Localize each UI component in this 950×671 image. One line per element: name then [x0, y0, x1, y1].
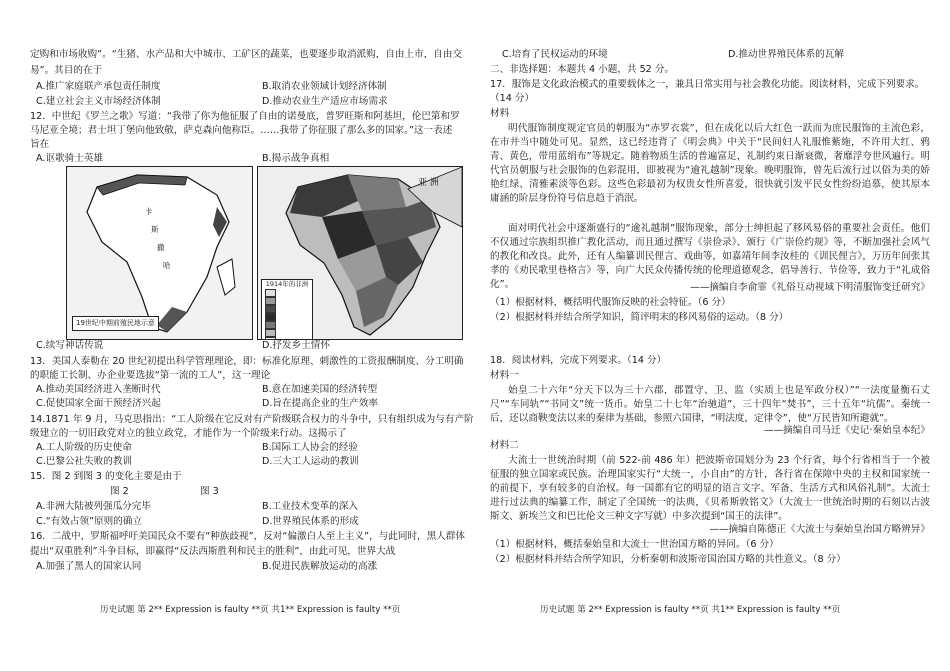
q16-option-c[interactable]: C.培育了民权运动的环境	[502, 49, 608, 60]
map3-asia-label: 亚 洲	[418, 178, 439, 188]
q16-option-b[interactable]: B.促进民族解放运动的高涨	[262, 561, 378, 572]
legend-swatch	[265, 305, 276, 313]
q17-text-line-1: 17．服饰是文化政治模式的重要载体之一，兼具日常实用与社会教化功能。阅读材料，完成下列要求。	[490, 79, 925, 90]
q11-text-line-2: 易”。其目的在于	[30, 65, 103, 76]
map2-label-4: 哈	[163, 261, 171, 270]
q16-text-line-2: 提出“双重胜利”斗争目标，即赢得“反法西斯胜利和民主的胜利”，由此可见，世界大战	[30, 546, 396, 557]
q13-option-b[interactable]: B.意在加速美国的经济转型	[262, 384, 378, 395]
legend-row	[262, 321, 312, 329]
q13-option-d[interactable]: D.旨在提高企业的生产效率	[262, 398, 378, 409]
q18-requirement-1: （1）根据材料，概括秦始皇和大流士一世治国方略的异同。（6 分）	[490, 539, 779, 550]
legend-row	[262, 313, 312, 321]
q13-text-line-2: 的职能工长制、办企业要选拔“第一流的工人”，这一理论	[30, 370, 271, 381]
q12-option-c[interactable]: C.续写神话传说	[36, 340, 104, 351]
q17-text-line-2: （14 分）	[490, 93, 535, 104]
q15-option-c[interactable]: C.“有效占领”原则的确立	[36, 516, 143, 527]
q12-text-line-3: 旨在	[30, 139, 50, 150]
legend-swatch	[265, 321, 276, 329]
map-figure-3	[257, 166, 463, 340]
q12-option-d[interactable]: D.抒发乡土情怀	[262, 340, 330, 351]
q18-material-2-label: 材料二	[490, 440, 519, 451]
section-2-heading: 二、非选择题：本题共 4 小题，共 52 分。	[490, 64, 675, 75]
q16-option-a[interactable]: A.加强了黑人的国家认同	[36, 561, 142, 572]
map2-title-box: 19世纪中期前殖民地示意	[72, 316, 159, 331]
q18-source-2: ——摘编自陈德正《大流士与秦始皇治国方略辨异》	[709, 524, 930, 535]
q17-material-label: 材料	[490, 108, 510, 119]
q11-option-a[interactable]: A.推广家庭联产承包责任制度	[36, 81, 161, 92]
left-page-footer: 历史试题 第 2** Expression is faulty **页 共1** Expression is faulty **页	[100, 605, 401, 615]
q11-option-d[interactable]: D.推动农业生产适应市场需求	[262, 96, 388, 107]
q15-option-d[interactable]: D.世界殖民体系的形成	[262, 516, 359, 527]
q12-text-line-1: 12．中世纪《罗兰之歌》写道：“我带了你为他征服了自由的诺曼底，普罗旺斯和阿基坦，伦巴第和罗	[30, 111, 460, 122]
map-figure-2	[66, 166, 253, 340]
q12-text-line-2: 马尼亚全境；君士坦丁堡向他致敬，萨克森向他称臣。……我带了你征服了那么多的国家。”这一表述	[30, 125, 453, 136]
africa-map-19th-century	[67, 167, 252, 339]
q18-text: 18．阅读材料，完成下列要求。（14 分）	[490, 355, 667, 366]
q17-material-paragraph-2: 面对明代社会中逐渐盛行的“逾礼越制”服饰现象，部分士绅担起了移风易俗的重要社会责任。他们不仅通过宗族组织推广教化活动，而且通过撰写《崇俭录》、颁行《广崇俭约规》等，不断加强社会风气的教化和改良。此外，还有人编纂训民俚言、戏曲等，如嘉靖年间李汝桂的《训民俚言》，万历年间张其孝的《劝民歌里巷格言》等，向广大民众传播传统的伦理道德观念，倡导善行、节俭等，致力于“礼成俗化”。	[490, 223, 930, 290]
map3-legend-swatches	[262, 289, 312, 340]
map3-legend	[261, 279, 313, 340]
q14-option-d[interactable]: D.三大工人运动的教训	[262, 456, 359, 467]
figure-2-caption: 图 2	[110, 486, 129, 497]
map2-label-1: 卡	[145, 207, 153, 216]
q14-text-line-2: 级建立的一切旧政党对立的独立政党，才能作为一个阶级来行动。这揭示了	[30, 428, 347, 439]
q13-text-line-1: 13．美国人泰勒在 20 世纪初提出科学管理理论，即：标准化原理、刺激性的工资报酬制度、分工明确	[30, 356, 464, 367]
legend-swatch	[265, 329, 276, 337]
map2-label-2: 斯	[151, 225, 159, 234]
q18-source-1: ——摘编自司马迁《史记·秦始皇本纪》	[763, 425, 930, 436]
legend-swatch	[265, 297, 276, 305]
q13-option-c[interactable]: C.促使国家全面干预经济兴起	[36, 398, 161, 409]
q12-option-a[interactable]: A.讴歌骑士英雄	[36, 153, 104, 164]
q18-material-1: 始皇二十六年“分天下以为三十六郡，郡置守、卫、监（实质上也是军政分权）”“一法度量衡石丈尺”“车同轨”“书同文”统一货币。始皇二十七年“治驰道”，三十四年“焚书”，三十五年“坑儒”。秦统一后，还以商鞅变法以来的秦律为基础，参照六国律，“明法度，定律令”，使“万民皆知所避就”。	[490, 385, 930, 424]
figure-3-caption: 图 3	[200, 486, 219, 497]
legend-swatch	[265, 313, 276, 321]
q15-option-a[interactable]: A.非洲大陆被列强瓜分完毕	[36, 501, 151, 512]
q18-requirement-2: （2）根据材料并结合所学知识，分析秦朝和波斯帝国治国方略的共性意义。（8 分）	[490, 554, 846, 565]
q14-option-c[interactable]: C.巴黎公社失败的教训	[36, 456, 133, 467]
q11-option-b[interactable]: B.取消农业领域计划经济体制	[262, 81, 387, 92]
q11-option-c[interactable]: C.建立社会主义市场经济体制	[36, 96, 161, 107]
q14-text-line-1: 14.1871 年 9 月，马克思指出：“工人阶级在它反对有产阶级联合权力的斗争中，只有组织成为与有产阶	[30, 414, 474, 425]
legend-row	[262, 289, 312, 297]
q18-material-1-label: 材料一	[490, 370, 519, 381]
q17-material-paragraph-1: 明代服饰制度规定官员的朝服为“赤罗衣裳”，但在成化以后大红色一跃而为庶民服饰的主流色彩，在市井当中随处可见。显然，这已经违背了《明会典》中关于“民间妇人礼服惟紫絁，不许用大红、鸦青、黄色，带用蓝绢布”等规定。随着物质生活的普遍富足，礼制约束日渐衰微，奢靡浮夸世风遍行。明代官员朝服与社会服饰的色彩混用，即被视为“逾礼越制”现象。晚明服饰，曾先后流行过以俗为美的娇艳红绿、清雅素淡等色彩。这些色彩最初为权贵女性所喜爱，很快就引发平民女性纷纷追慕，使其原本庸涵的阶层身份符号信息趋于消泯。	[490, 123, 930, 204]
q17-requirement-2: （2）根据材料并结合所学知识，简评明末的移风易俗的运动。（8 分）	[490, 312, 789, 323]
q16-option-d[interactable]: D.推动世界殖民体系的瓦解	[728, 49, 844, 60]
q13-option-a[interactable]: A.推动美国经济进入垄断时代	[36, 384, 161, 395]
q15-option-b[interactable]: B.工业技术变革的深入	[262, 501, 358, 512]
q12-option-b[interactable]: B.揭示战争真相	[262, 153, 330, 164]
q18-material-2: 大流士一世统治时期（前 522-前 486 年）把波斯帝国划分为 23 个行省，每个行省相当于一个被征服的独立国家或民族。治理国家实行“大统一，小自由”的方针，各行省在保障中央的主权和国家统一的前提下，享有较多的自治权。每一国都有它的明显的语言文字、军备、生活方式和风俗礼制”。大流士进行过法典的编纂工作，制定了全国统一的法典，《贝希斯敦铭文》（大流士一世统治时期的石刻以古波斯文、新埃兰文和巴比伦文三种文字写就）中多次提到“国王的法律”。	[490, 455, 930, 522]
q17-source: ——摘编自李俞霏《礼俗互动视域下明清服饰变迁研究》	[690, 282, 930, 293]
right-page-footer: 历史试题 第 2** Expression is faulty **页 共1** Expression is faulty **页	[540, 605, 841, 615]
q15-text: 15．图 2 到图 3 的变化主要是由于	[30, 471, 182, 482]
legend-row	[262, 329, 312, 337]
map3-legend-title: 1914年的非洲	[265, 280, 309, 288]
legend-row	[262, 297, 312, 305]
q11-text-line-1: 定购和市场收购”。“生猪、水产品和大中城市、工矿区的蔬菜，也要逐步取消派购，自由上市，自由交	[30, 49, 463, 60]
q16-text-line-1: 16．二战中，罗斯福呼吁美国民众不要有“种族歧视”，反对“偏激白人至上主义”，与此同时，黑人群体	[30, 531, 466, 542]
q14-option-a[interactable]: A.工人阶级的历史使命	[36, 442, 132, 453]
legend-swatch	[265, 289, 276, 297]
legend-row	[262, 305, 312, 313]
q14-option-b[interactable]: B.国际工人协会的经验	[262, 442, 358, 453]
map2-label-3: 撒	[157, 243, 165, 252]
q17-requirement-1: （1）根据材料，概括明代服饰反映的社会特征。（6 分）	[490, 297, 731, 308]
